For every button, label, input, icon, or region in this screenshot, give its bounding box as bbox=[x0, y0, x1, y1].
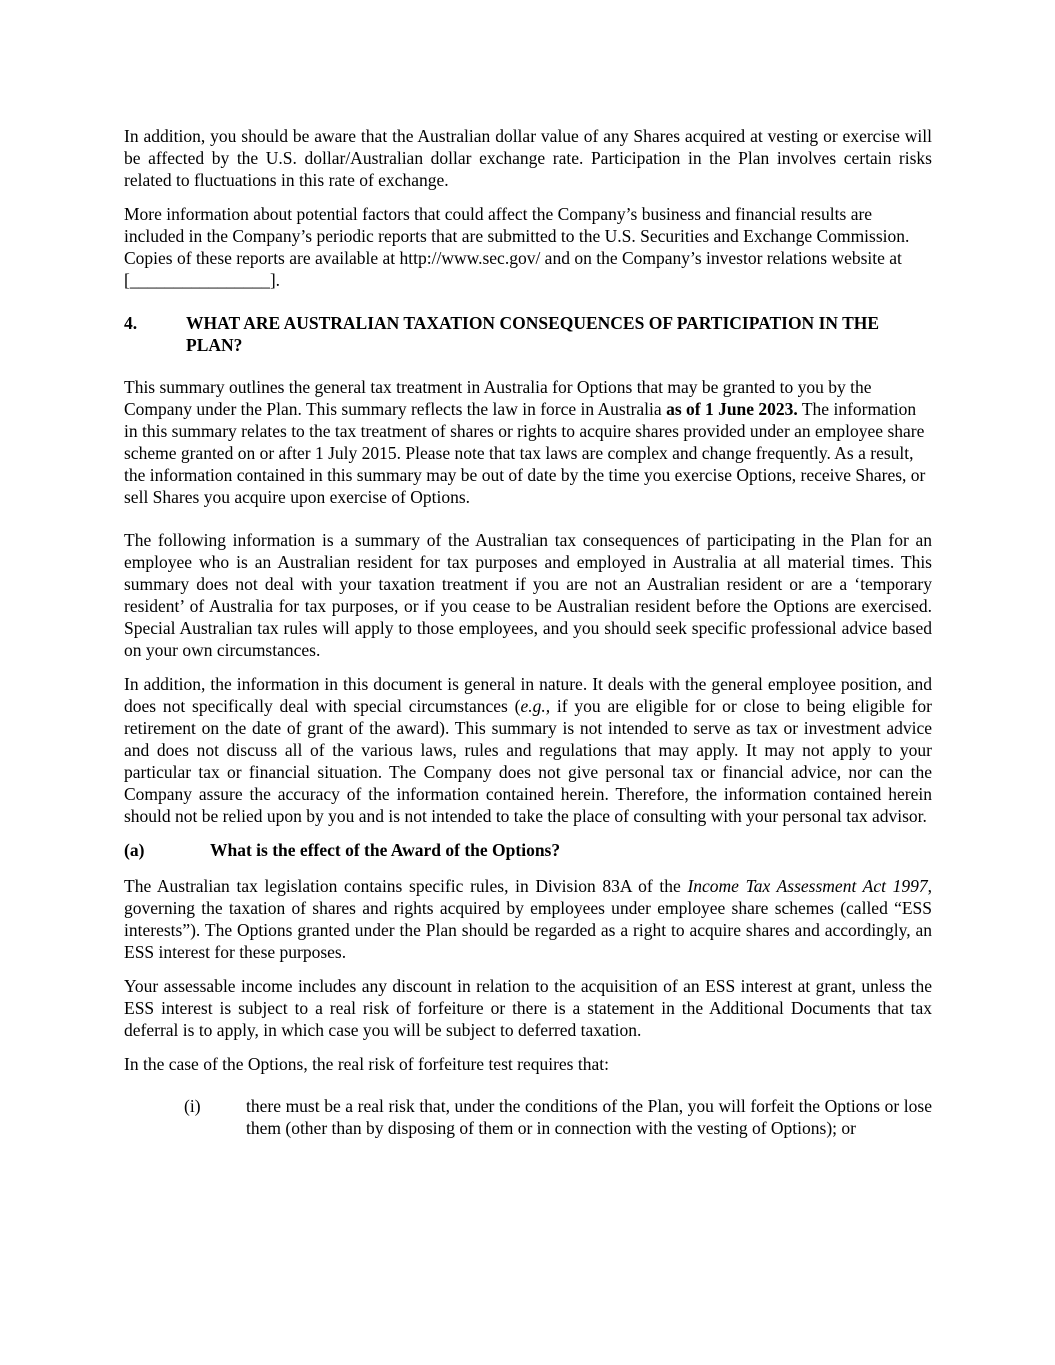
general-nature-text-1: In addition, the information in this document is general in nature. It deals with the general employee position, and does not specifically deal with special circumstances ( bbox=[124, 674, 932, 716]
section-a-title: What is the effect of the Award of the Options? bbox=[210, 840, 561, 860]
assessable-income-paragraph: Your assessable income includes any discount in relation to the acquisition of an ESS interest at grant, unless the ESS interest is subject to a real risk of forfeiture or there is a statement in the Additional Documents that tax deferral is to apply, in which case you will be subject to deferred taxation. bbox=[124, 976, 932, 1040]
section-a-heading bbox=[124, 839, 932, 861]
general-nature-paragraph bbox=[124, 673, 932, 827]
further-information-paragraph: More information about potential factors that could affect the Company’s business and financial results are included in the Company’s periodic reports that are submitted to the U.S. Securities and Exchange Commission. Copies of these reports are available at http://www.sec.gov/ and on the Company’s investor relations website at [________________]. bbox=[124, 204, 910, 290]
exchange-rate-paragraph: In addition, you should be aware that the Australian dollar value of any Shares acquired at vesting or exercise will be affected by the U.S. dollar/Australian dollar exchange rate. Participation in the Plan involves certain risks related to fluctuations in this rate of exchange. bbox=[124, 126, 932, 190]
section-4-title: WHAT ARE AUSTRALIAN TAXATION CONSEQUENCES OF PARTICIPATION IN THE PLAN? bbox=[186, 313, 880, 355]
general-nature-eg: e.g., bbox=[520, 696, 551, 716]
section-a-number: (a) bbox=[124, 840, 145, 860]
tax-summary-text-2: The information in this summary relates to the tax treatment of shares or rights to acquire shares provided under an employee share scheme granted on or after 1 July 2015. Please note that tax laws are complex and change frequently. As a result, the information contained in this summary may be out of date by the time you exercise Options, receive Shares, or sell Shares you acquire upon exercise of Options. bbox=[124, 399, 926, 507]
legislation-text-2: , governing the taxation of shares and rights acquired by employees under employee share schemes (called “ESS interests”). The Options granted under the Plan should be regarded as a right to acquire shares and accordingly, an ESS interest for these purposes. bbox=[124, 876, 932, 962]
general-nature-text-2: if you are eligible for or close to being eligible for retirement on the date of grant of the award). This summary is not intended to serve as tax or investment advice and does not discuss all of the various laws, rules and regulations that may apply. It may not apply to your particular tax or financial situation. The Company does not give personal tax or financial advice, nor can the Company assure the accuracy of the information contained herein. Therefore, the information contained herein should not be relied upon by you and is not intended to take the place of consulting with your personal tax advisor. bbox=[124, 696, 932, 826]
list-item-text: there must be a real risk that, under the conditions of the Plan, you will forfeit the Options or lose them (other than by disposing of them or in connection with the vesting of Options); or bbox=[246, 1096, 932, 1138]
tax-consequences-paragraph: The following information is a summary of the Australian tax consequences of participating in the Plan for an employee who is an Australian resident for tax purposes and employed in Australia at all material times. This summary does not deal with your taxation treatment if you are not an Australian resident or are a ‘temporary resident’ of Australia for tax purposes, or if you cease to be Australian resident before the Options are exercised. Special Australian tax rules will apply to those employees, and you should seek specific professional advice based on your own circumstances. bbox=[124, 530, 932, 660]
tax-summary-paragraph bbox=[124, 376, 932, 508]
list-item-number: (i) bbox=[184, 1096, 201, 1116]
tax-summary-text-1: This summary outlines the general tax treatment in Australia for Options that may be granted to you by the Company under the Plan. This summary reflects the law in force in Australia bbox=[124, 377, 872, 419]
legislation-paragraph bbox=[124, 875, 932, 963]
forfeiture-test-paragraph: In the case of the Options, the real risk of forfeiture test requires that: bbox=[124, 1054, 609, 1074]
legislation-act-name: Income Tax Assessment Act 1997 bbox=[687, 876, 928, 896]
list-item bbox=[184, 1095, 932, 1139]
section-4-number: 4. bbox=[124, 313, 138, 333]
section-4-heading bbox=[124, 312, 932, 356]
document-page bbox=[124, 125, 932, 1139]
legislation-text-1: The Australian tax legislation contains specific rules, in Division 83A of the bbox=[124, 876, 688, 896]
tax-summary-date: as of 1 June 2023. bbox=[666, 399, 798, 419]
